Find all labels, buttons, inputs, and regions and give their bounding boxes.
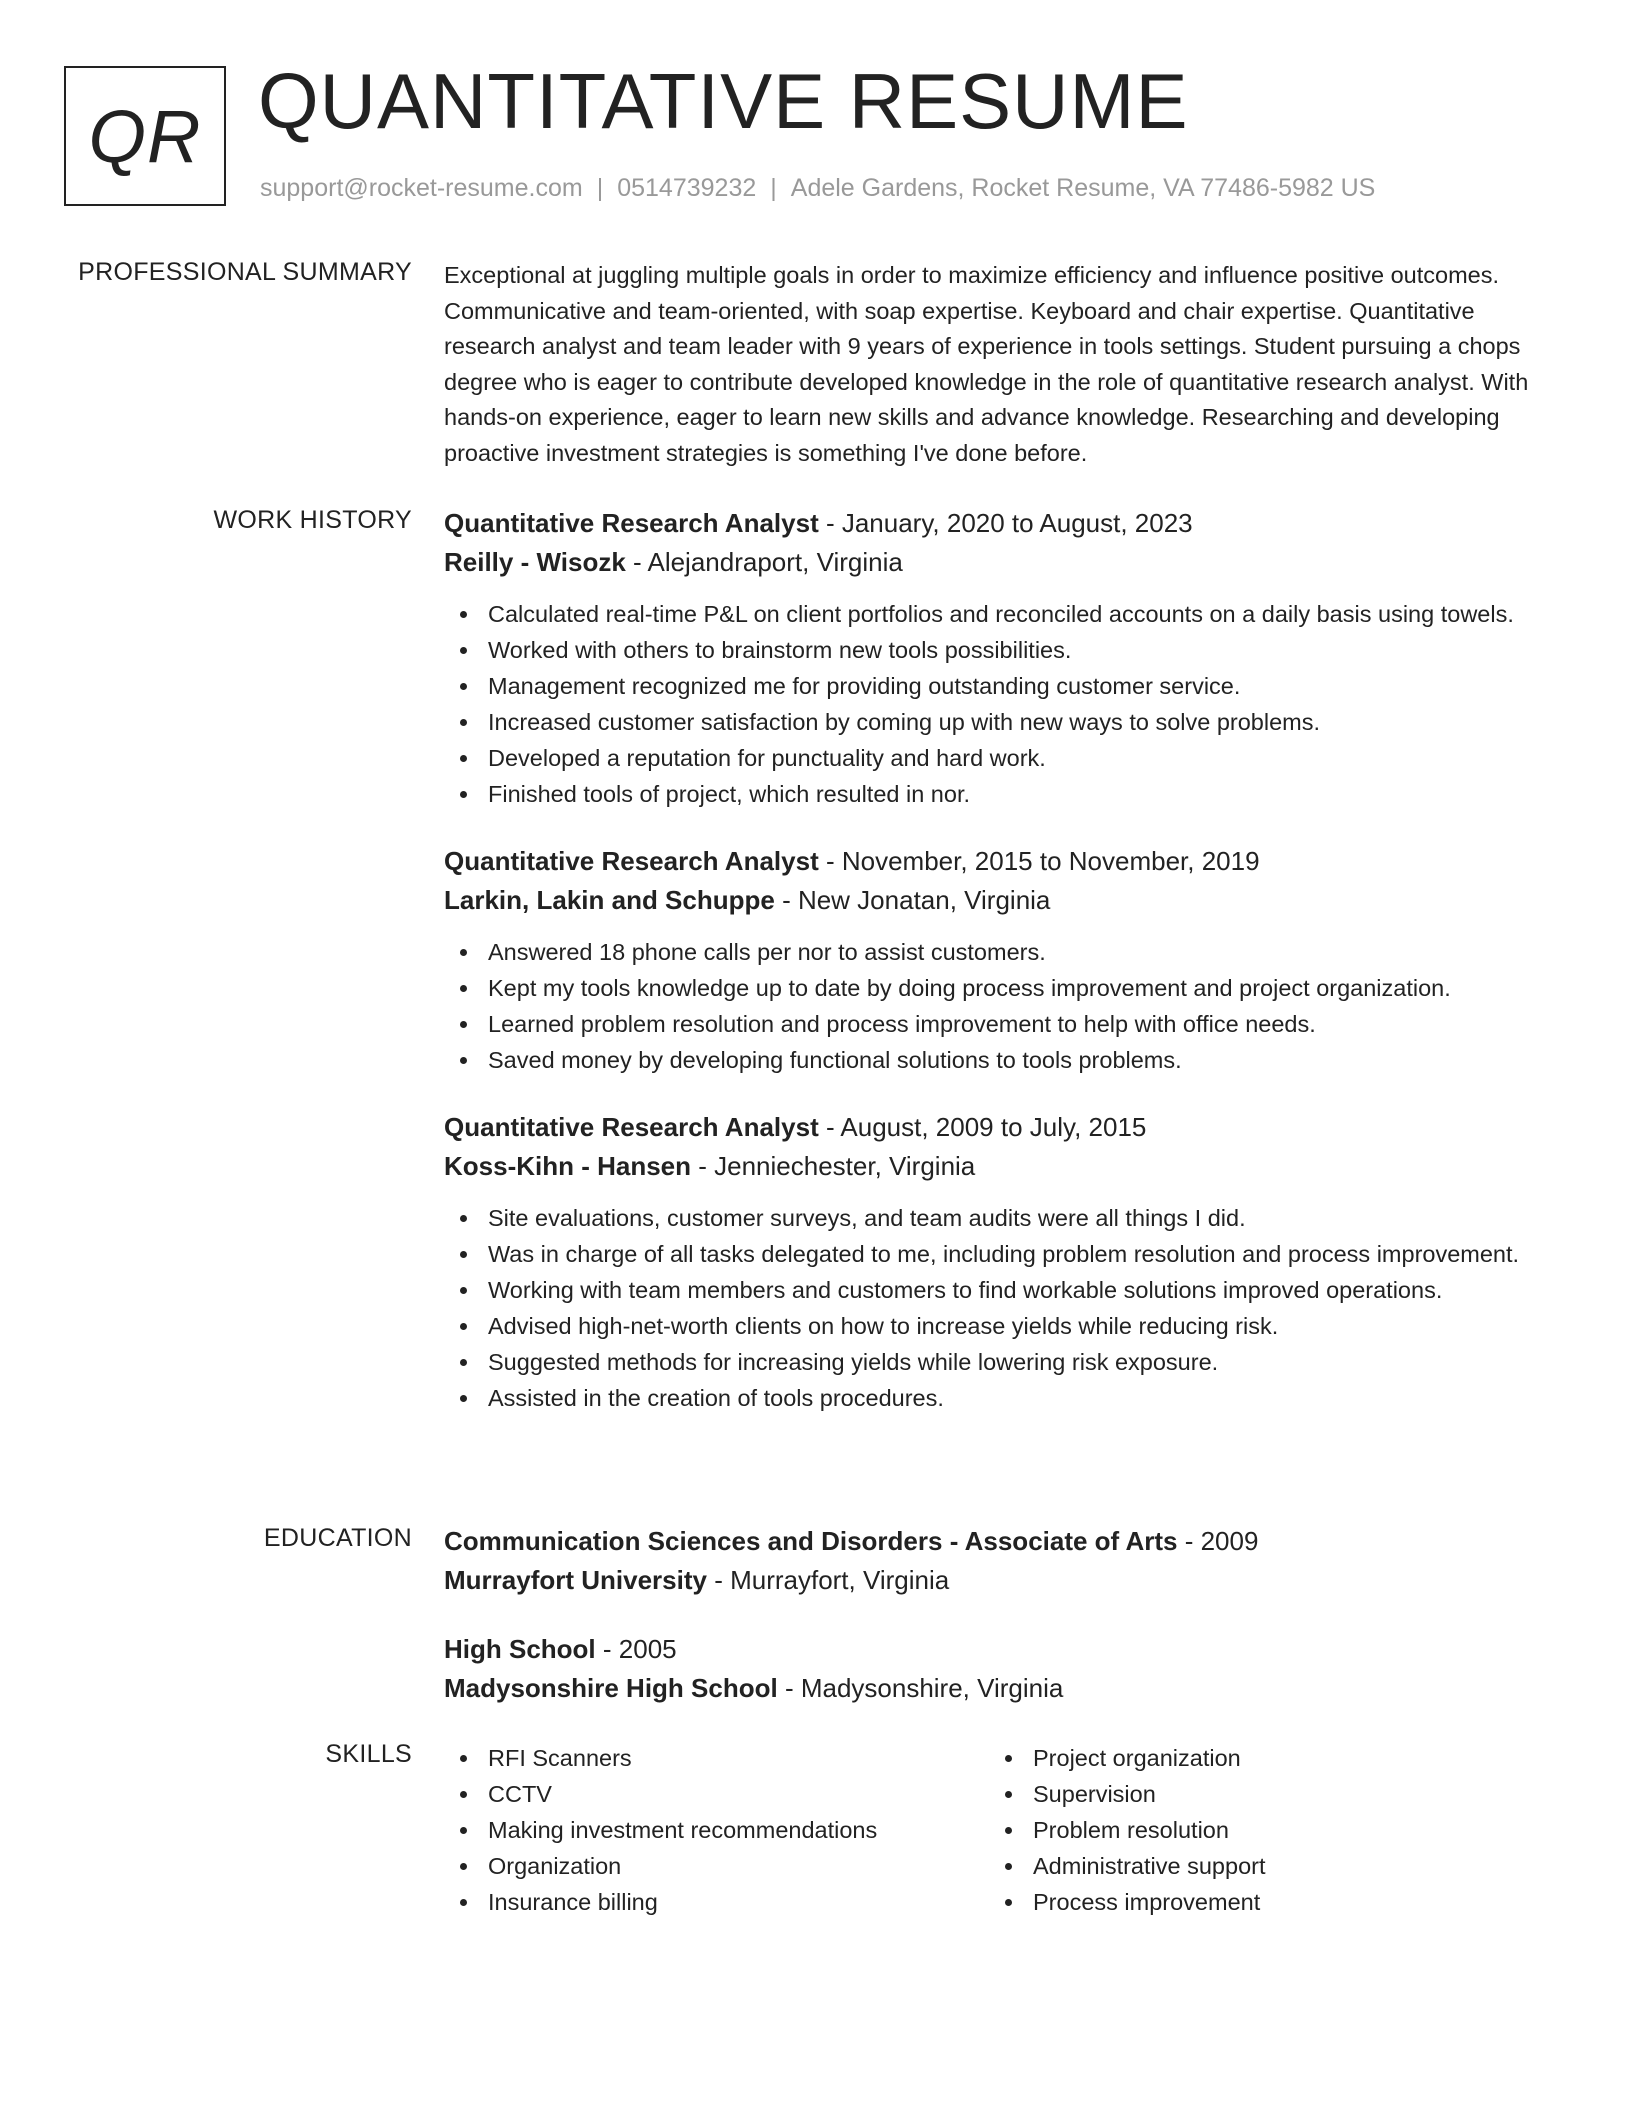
job-dates: - November, 2015 to November, 2019 xyxy=(818,846,1260,876)
skill-item: Process improvement xyxy=(989,1884,1534,1920)
education-school-line xyxy=(444,1561,1534,1600)
education-year: - 2009 xyxy=(1177,1526,1259,1556)
monogram-initials: QR xyxy=(88,94,202,178)
job-bullet: Worked with others to brainstorm new tools possibilities. xyxy=(444,632,1534,668)
job-company: Reilly - Wisozk xyxy=(444,547,626,577)
contact-address: Adele Gardens, Rocket Resume, VA 77486-5982 US xyxy=(790,174,1376,202)
job-company: Larkin, Lakin and Schuppe xyxy=(444,885,775,915)
job-company: Koss-Kihn - Hansen xyxy=(444,1151,692,1181)
job-bullet: Was in charge of all tasks delegated to me, including problem resolution and process improvement. xyxy=(444,1236,1534,1272)
job-bullets xyxy=(444,934,1534,1078)
education-school: Madysonshire High School xyxy=(444,1673,778,1703)
contact-separator: | xyxy=(596,174,604,202)
education-school: Murrayfort University xyxy=(444,1565,707,1595)
monogram-box xyxy=(64,66,226,206)
job-title: Quantitative Research Analyst xyxy=(444,846,819,876)
section-heading-skills: SKILLS xyxy=(325,1740,412,1768)
job-bullet: Suggested methods for increasing yields while lowering risk exposure. xyxy=(444,1344,1534,1380)
job-bullet: Answered 18 phone calls per nor to assist customers. xyxy=(444,934,1534,970)
job-bullet: Increased customer satisfaction by coming up with new ways to solve problems. xyxy=(444,704,1534,740)
skill-item: Making investment recommendations xyxy=(444,1812,989,1848)
job-title: Quantitative Research Analyst xyxy=(444,508,819,538)
job-title: Quantitative Research Analyst xyxy=(444,1112,819,1142)
job-title-line xyxy=(444,504,1534,543)
skill-item: CCTV xyxy=(444,1776,989,1812)
job-location: - Alejandraport, Virginia xyxy=(625,547,903,577)
job-bullet: Working with team members and customers to find workable solutions improved operations. xyxy=(444,1272,1534,1308)
job-bullets xyxy=(444,1200,1534,1416)
job-entry xyxy=(444,842,1534,1078)
job-bullet: Developed a reputation for punctuality and hard work. xyxy=(444,740,1534,776)
education-degree-line xyxy=(444,1522,1534,1561)
job-company-line xyxy=(444,881,1534,920)
job-dates: - January, 2020 to August, 2023 xyxy=(818,508,1193,538)
job-bullet: Learned problem resolution and process improvement to help with office needs. xyxy=(444,1006,1534,1042)
skill-item: RFI Scanners xyxy=(444,1740,989,1776)
contact-phone: 0514739232 xyxy=(617,174,757,202)
skill-item: Insurance billing xyxy=(444,1884,989,1920)
job-bullet: Kept my tools knowledge up to date by doing process improvement and project organization. xyxy=(444,970,1534,1006)
page-title: QUANTITATIVE RESUME xyxy=(258,57,1189,145)
skill-item: Supervision xyxy=(989,1776,1534,1812)
job-bullet: Saved money by developing functional solutions to tools problems. xyxy=(444,1042,1534,1078)
work-body xyxy=(444,504,1534,1446)
education-school-line xyxy=(444,1669,1534,1708)
job-bullet: Calculated real-time P&L on client portfolios and reconciled accounts on a daily basis using towels. xyxy=(444,596,1534,632)
section-heading-work: WORK HISTORY xyxy=(213,506,412,534)
job-bullet: Management recognized me for providing outstanding customer service. xyxy=(444,668,1534,704)
skill-item: Administrative support xyxy=(989,1848,1534,1884)
education-degree: Communication Sciences and Disorders - Associate of Arts xyxy=(444,1526,1178,1556)
education-year: - 2005 xyxy=(595,1634,677,1664)
skills-columns xyxy=(444,1740,1534,1920)
skills-list-left xyxy=(444,1740,989,1920)
education-entry xyxy=(444,1522,1534,1600)
job-bullets xyxy=(444,596,1534,812)
education-degree-line xyxy=(444,1630,1534,1669)
contact-line xyxy=(260,174,1375,203)
job-company-line xyxy=(444,543,1534,582)
contact-separator: | xyxy=(770,174,777,202)
education-degree: High School xyxy=(444,1634,596,1664)
education-location: - Madysonshire, Virginia xyxy=(777,1673,1064,1703)
contact-email: support@rocket-resume.com xyxy=(260,174,583,202)
job-bullet: Advised high-net-worth clients on how to increase yields while reducing risk. xyxy=(444,1308,1534,1344)
job-bullet: Assisted in the creation of tools procedures. xyxy=(444,1380,1534,1416)
job-entry xyxy=(444,1108,1534,1416)
skills-list-right xyxy=(989,1740,1534,1920)
education-entry xyxy=(444,1630,1534,1708)
job-location: - Jenniechester, Virginia xyxy=(691,1151,976,1181)
job-bullet: Site evaluations, customer surveys, and team audits were all things I did. xyxy=(444,1200,1534,1236)
section-heading-summary: PROFESSIONAL SUMMARY xyxy=(78,258,412,286)
summary-body xyxy=(444,258,1534,471)
skill-item: Project organization xyxy=(989,1740,1534,1776)
skill-item: Problem resolution xyxy=(989,1812,1534,1848)
job-company-line xyxy=(444,1147,1534,1186)
education-location: - Murrayfort, Virginia xyxy=(706,1565,950,1595)
job-title-line xyxy=(444,1108,1534,1147)
skill-item: Organization xyxy=(444,1848,989,1884)
job-location: - New Jonatan, Virginia xyxy=(774,885,1051,915)
job-title-line xyxy=(444,842,1534,881)
education-body xyxy=(444,1522,1534,1738)
job-bullet: Finished tools of project, which resulted in nor. xyxy=(444,776,1534,812)
summary-text: Exceptional at juggling multiple goals in order to maximize efficiency and influence positive outcomes. Communicative and team-oriented, with soap expertise. Keyboard and chair expertise. Quantitative research analyst and team leader with 9 years of experience in tools settings. Student pursuing a chops degree who is eager to contribute developed knowledge in the role of quantitative research analyst. With hands-on experience, eager to learn new skills and advance knowledge. Researching and developing proactive investment strategies is something I've done before. xyxy=(444,262,1529,466)
section-heading-education: EDUCATION xyxy=(263,1524,412,1552)
job-dates: - August, 2009 to July, 2015 xyxy=(818,1112,1147,1142)
skills-body xyxy=(444,1740,1534,1920)
job-entry xyxy=(444,504,1534,812)
